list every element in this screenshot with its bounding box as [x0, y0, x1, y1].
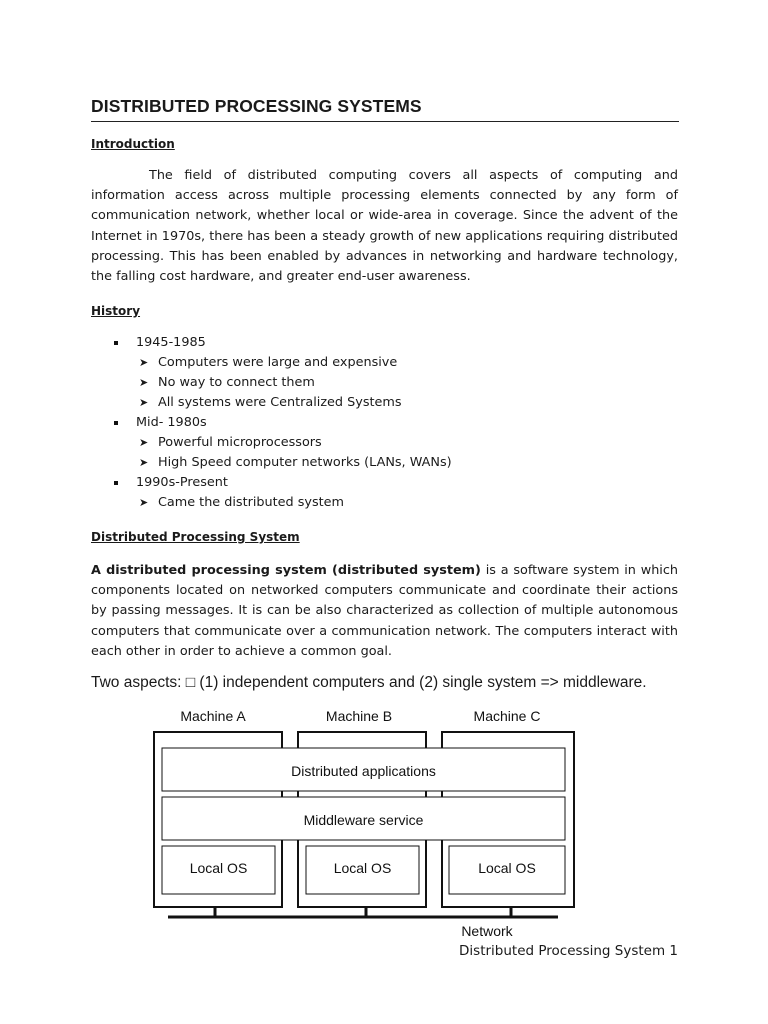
- arrowhead-bullet-icon: ➤: [139, 356, 149, 369]
- page-title: DISTRIBUTED PROCESSING SYSTEMS: [91, 96, 422, 116]
- square-bullet-icon: [114, 341, 118, 345]
- history-heading: History: [91, 304, 141, 318]
- history-period: 1945-1985: [91, 333, 591, 353]
- dps-paragraph: [91, 561, 678, 662]
- dps-bold-lead: A distributed processing system (distributed system): [91, 563, 481, 578]
- history-item: ➤ Computers were large and expensive: [91, 353, 591, 373]
- machine-c-label: Machine C: [473, 708, 541, 724]
- history-item: ➤ No way to connect them: [91, 373, 591, 393]
- title-underline: [91, 121, 679, 122]
- middleware-diagram: [140, 700, 600, 945]
- square-bullet-icon: [114, 421, 118, 425]
- local-os-label-a: Local OS: [189, 860, 248, 876]
- dps-text: is a software system in which components located on networked computers communicate and coordinate their actions by passing messages. It is can be also characterized as collection of multiple autonomous computers that communicate over a communication network. The computers interact with each other in order to achieve a common goal.: [91, 563, 679, 659]
- square-bullet-icon: [114, 481, 118, 485]
- middleware-layer-label: Middleware service: [303, 812, 424, 828]
- history-item: ➤ High Speed computer networks (LANs, WANs): [91, 453, 591, 473]
- arrowhead-bullet-icon: ➤: [139, 496, 149, 509]
- aspects-line: Two aspects: □ (1) independent computers and (2) single system => middleware.: [91, 674, 647, 691]
- history-item: ➤ All systems were Centralized Systems: [91, 393, 591, 413]
- local-os-label-b: Local OS: [333, 860, 392, 876]
- arrowhead-bullet-icon: ➤: [139, 436, 149, 449]
- history-period: 1990s-Present: [91, 473, 591, 493]
- history-item: ➤ Powerful microprocessors: [91, 433, 591, 453]
- local-os-label-c: Local OS: [478, 860, 536, 876]
- page-footer: Distributed Processing System 1: [459, 943, 678, 959]
- arrowhead-bullet-icon: ➤: [139, 456, 149, 469]
- machine-b-label: Machine B: [325, 708, 393, 724]
- apps-layer-label: Distributed applications: [291, 763, 436, 779]
- arrowhead-bullet-icon: ➤: [139, 396, 149, 409]
- dps-heading: Distributed Processing System: [91, 530, 300, 544]
- arrowhead-bullet-icon: ➤: [139, 376, 149, 389]
- introduction-paragraph: [91, 166, 678, 287]
- history-item: ➤ Came the distributed system: [91, 493, 591, 513]
- machine-a-label: Machine A: [180, 708, 246, 724]
- history-period: Mid- 1980s: [91, 413, 591, 433]
- introduction-heading: Introduction: [91, 137, 175, 151]
- introduction-text: The field of distributed computing covers all aspects of computing and information access across multiple processing elements connected by any form of communication network, whether local or wide-area in coverage. Since the advent of the Internet in 1970s, there has been a steady growth of new applications requiring distributed processing. This has been enabled by advances in networking and hardware technology, the falling cost hardware, and greater end-user awareness.: [91, 168, 678, 285]
- history-list: [91, 333, 591, 513]
- network-label: Network: [461, 923, 513, 939]
